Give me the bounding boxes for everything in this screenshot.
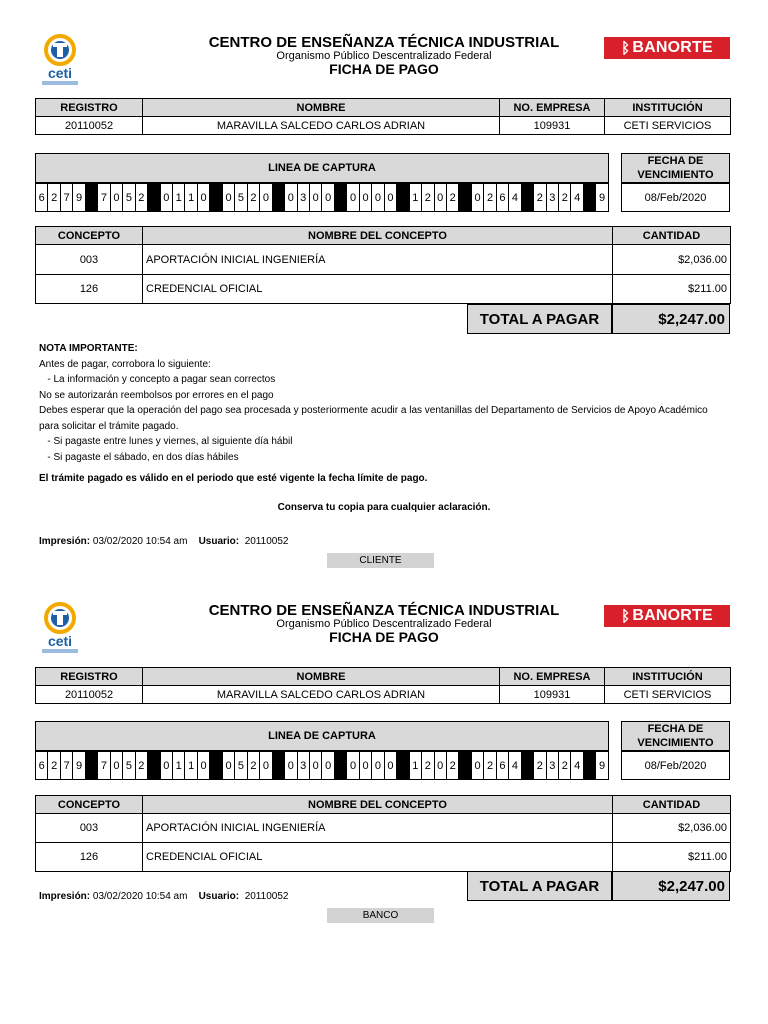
header-concepto: CONCEPTO — [36, 796, 143, 814]
empresa-value: 109931 — [500, 117, 605, 135]
student-info-table — [35, 98, 731, 135]
capture-digit: 0 — [223, 184, 235, 211]
capture-digit: 0 — [435, 184, 447, 211]
capture-digit: 0 — [310, 752, 322, 779]
banorte-logo — [604, 605, 730, 627]
capture-digit: 0 — [347, 184, 359, 211]
due-label-1: FECHA DE — [647, 723, 704, 735]
capture-digit: 0 — [111, 752, 123, 779]
capture-digit: 4 — [571, 752, 583, 779]
capture-digit: 3 — [298, 752, 310, 779]
header-institucion: INSTITUCIÓN — [605, 99, 731, 117]
notes-heading: NOTA IMPORTANTE: — [39, 343, 138, 354]
capture-separator — [522, 184, 534, 211]
table-header-row — [36, 668, 731, 686]
registro-value: 20110052 — [36, 117, 143, 135]
concept-amount: $211.00 — [613, 843, 731, 872]
capture-digit: 0 — [310, 184, 322, 211]
concept-name: APORTACIÓN INICIAL INGENIERÍA — [143, 245, 613, 275]
header-nombre-concepto: NOMBRE DEL CONCEPTO — [143, 796, 613, 814]
capture-digit: 2 — [447, 184, 459, 211]
header-registro: REGISTRO — [36, 99, 143, 117]
capture-digit: 9 — [73, 752, 85, 779]
capture-digit: 9 — [599, 191, 606, 204]
capture-digit: 2 — [422, 752, 434, 779]
user-value: 20110052 — [244, 536, 289, 547]
logo-text: ceti — [47, 65, 73, 81]
due-date-value: 08/Feb/2020 — [621, 751, 730, 780]
concepts-table — [35, 795, 731, 872]
capture-digit: 4 — [509, 184, 521, 211]
capture-line-title: LINEA DE CAPTURA — [35, 153, 609, 183]
table-header-row — [36, 99, 731, 117]
banorte-logo — [604, 37, 730, 59]
capture-digit: 2 — [136, 184, 148, 211]
print-info — [39, 891, 288, 902]
concept-code: 126 — [36, 843, 143, 872]
capture-digit: 2 — [248, 752, 260, 779]
bank-name: BANORTE — [632, 607, 713, 624]
capture-digit: 1 — [185, 752, 197, 779]
capture-line-title: LINEA DE CAPTURA — [35, 721, 609, 751]
copy-label-bank: BANCO — [327, 908, 434, 923]
capture-separator — [459, 184, 471, 211]
capture-digit: 2 — [484, 184, 496, 211]
due-date-header — [621, 721, 730, 751]
capture-digit: 0 — [472, 184, 484, 211]
nombre-value: MARAVILLA SALCEDO CARLOS ADRIAN — [143, 686, 500, 704]
table-row — [36, 843, 731, 872]
student-info-table — [35, 667, 731, 704]
table-header-row — [36, 796, 731, 814]
institution-subtitle: Organismo Público Descentralizado Federal — [276, 618, 492, 630]
concepts-table — [35, 226, 731, 304]
important-notes — [39, 341, 739, 465]
table-row — [36, 117, 731, 135]
capture-line-digits — [35, 751, 609, 780]
concept-name: CREDENCIAL OFICIAL — [143, 843, 613, 872]
capture-digit: 0 — [360, 752, 372, 779]
print-datetime: 03/02/2020 10:54 am — [92, 891, 188, 902]
capture-digit: 4 — [571, 184, 583, 211]
capture-digit: 0 — [111, 184, 123, 211]
capture-digit: 5 — [235, 752, 247, 779]
copy-label-client: CLIENTE — [327, 553, 434, 568]
capture-digit: 1 — [173, 752, 185, 779]
due-label-2: VENCIMIENTO — [637, 737, 714, 749]
capture-digit: 2 — [559, 752, 571, 779]
capture-digit: 5 — [123, 752, 135, 779]
capture-digit: 2 — [48, 752, 60, 779]
capture-digit: 0 — [198, 752, 210, 779]
capture-digit: 3 — [547, 184, 559, 211]
capture-separator — [148, 752, 160, 779]
ceti-logo-icon — [36, 602, 84, 654]
capture-digit: 6 — [497, 752, 509, 779]
capture-digit: 7 — [61, 752, 73, 779]
capture-digit: 6 — [36, 184, 48, 211]
capture-digit: 0 — [223, 752, 235, 779]
nombre-value: MARAVILLA SALCEDO CARLOS ADRIAN — [143, 117, 500, 135]
ceti-logo-icon — [36, 34, 84, 86]
due-date-header — [621, 153, 730, 183]
capture-separator — [397, 752, 409, 779]
table-row — [36, 814, 731, 843]
capture-separator — [459, 752, 471, 779]
capture-separator — [335, 752, 347, 779]
capture-digit: 0 — [472, 752, 484, 779]
print-label: Impresión: — [39, 536, 91, 547]
capture-separator — [584, 184, 596, 211]
capture-digit: 0 — [285, 752, 297, 779]
capture-digit: 6 — [36, 752, 48, 779]
capture-digit: 2 — [534, 184, 546, 211]
capture-digit: 9 — [599, 759, 606, 772]
capture-digit: 0 — [322, 752, 334, 779]
capture-digit: 3 — [547, 752, 559, 779]
capture-digit: 6 — [497, 184, 509, 211]
capture-digit: 5 — [123, 184, 135, 211]
note-line: No se autorizarán reembolsos por errores en el pago — [39, 389, 274, 401]
banorte-glyph-icon: ᛒ — [621, 607, 631, 625]
capture-digit: 2 — [422, 184, 434, 211]
concept-code: 003 — [36, 814, 143, 843]
capture-separator — [273, 752, 285, 779]
capture-separator — [397, 184, 409, 211]
header-concepto: CONCEPTO — [36, 227, 143, 245]
header-institucion: INSTITUCIÓN — [605, 668, 731, 686]
note-line: - Si pagaste entre lunes y viernes, al siguiente día hábil — [39, 436, 293, 447]
table-row — [36, 275, 731, 304]
capture-digit: 7 — [98, 752, 110, 779]
capture-digit: 2 — [559, 184, 571, 211]
document-title: FICHA DE PAGO — [329, 61, 439, 77]
institution-subtitle: Organismo Público Descentralizado Federal — [276, 50, 492, 62]
concept-name: CREDENCIAL OFICIAL — [143, 275, 613, 304]
capture-separator — [210, 184, 222, 211]
capture-separator — [210, 752, 222, 779]
capture-digit: 0 — [260, 752, 272, 779]
note-line: para solicitar el trámite pagado. — [39, 420, 179, 432]
total-value: $2,247.00 — [612, 871, 730, 901]
capture-digit: 2 — [136, 752, 148, 779]
note-line: Antes de pagar, corrobora lo siguiente: — [39, 358, 211, 370]
due-date-value: 08/Feb/2020 — [621, 183, 730, 212]
header-cantidad: CANTIDAD — [613, 227, 731, 245]
capture-separator — [522, 752, 534, 779]
total-label: TOTAL A PAGAR — [467, 304, 612, 334]
header-empresa: NO. EMPRESA — [500, 668, 605, 686]
user-label: Usuario: — [198, 891, 240, 902]
capture-digit: 0 — [360, 184, 372, 211]
capture-separator — [86, 752, 98, 779]
table-header-row — [36, 227, 731, 245]
empresa-value: 109931 — [500, 686, 605, 704]
capture-separator — [148, 184, 160, 211]
validity-note: El trámite pagado es válido en el periodo que esté vigente la fecha límite de pago. — [39, 473, 428, 484]
print-datetime: 03/02/2020 10:54 am — [92, 536, 188, 547]
capture-digit: 0 — [385, 752, 397, 779]
capture-digit: 2 — [48, 184, 60, 211]
capture-separator — [86, 184, 98, 211]
capture-digit: 0 — [198, 184, 210, 211]
capture-digit: 2 — [484, 752, 496, 779]
concept-code: 003 — [36, 245, 143, 275]
header-nombre-concepto: NOMBRE DEL CONCEPTO — [143, 227, 613, 245]
capture-digit: 0 — [347, 752, 359, 779]
capture-digit: 9 — [73, 184, 85, 211]
capture-digit: 0 — [435, 752, 447, 779]
capture-digit: 7 — [61, 184, 73, 211]
header-empresa: NO. EMPRESA — [500, 99, 605, 117]
capture-digit: 1 — [410, 184, 422, 211]
table-row — [36, 686, 731, 704]
institution-title: CENTRO DE ENSEÑANZA TÉCNICA INDUSTRIAL — [208, 34, 560, 51]
header-cantidad: CANTIDAD — [613, 796, 731, 814]
capture-separator — [335, 184, 347, 211]
capture-digit: 0 — [385, 184, 397, 211]
note-line: Debes esperar que la operación del pago sea procesada y posteriormente acudir a las ventanillas del Departamento de Servicios de Apoyo Académico — [39, 405, 708, 416]
capture-separator — [273, 184, 285, 211]
capture-digit: 0 — [285, 184, 297, 211]
note-line: - Si pagaste el sábado, en dos días hábiles — [39, 451, 239, 463]
user-label: Usuario: — [198, 536, 240, 547]
capture-digit: 0 — [372, 184, 384, 211]
capture-digit: 3 — [298, 184, 310, 211]
capture-digit: 0 — [322, 184, 334, 211]
print-info — [39, 536, 288, 547]
logo-text: ceti — [47, 633, 73, 649]
table-row — [36, 245, 731, 275]
document-title: FICHA DE PAGO — [329, 629, 439, 645]
capture-digit: 1 — [185, 184, 197, 211]
header-registro: REGISTRO — [36, 668, 143, 686]
concept-code: 126 — [36, 275, 143, 304]
print-label: Impresión: — [39, 891, 91, 902]
concept-name: APORTACIÓN INICIAL INGENIERÍA — [143, 814, 613, 843]
institucion-value: CETI SERVICIOS — [605, 117, 731, 135]
capture-digit: 7 — [98, 184, 110, 211]
keep-copy-note: Conserva tu copia para cualquier aclaración. — [277, 502, 491, 513]
capture-digit: 2 — [534, 752, 546, 779]
institution-title: CENTRO DE ENSEÑANZA TÉCNICA INDUSTRIAL — [208, 602, 560, 619]
capture-digit: 0 — [372, 752, 384, 779]
concept-amount: $211.00 — [613, 275, 731, 304]
capture-digit: 1 — [410, 752, 422, 779]
total-label: TOTAL A PAGAR — [467, 871, 612, 901]
institucion-value: CETI SERVICIOS — [605, 686, 731, 704]
capture-digit: 0 — [161, 752, 173, 779]
banorte-glyph-icon: ᛒ — [621, 39, 631, 57]
capture-digit: 5 — [235, 184, 247, 211]
user-value: 20110052 — [244, 891, 289, 902]
note-line: - La información y concepto a pagar sean correctos — [39, 374, 276, 385]
capture-digit: 1 — [173, 184, 185, 211]
capture-digit: 0 — [161, 184, 173, 211]
total-value: $2,247.00 — [612, 304, 730, 334]
capture-digit: 0 — [260, 184, 272, 211]
due-label-1: FECHA DE — [647, 155, 704, 167]
capture-separator — [584, 752, 596, 779]
header-nombre: NOMBRE — [143, 668, 500, 686]
capture-digit: 2 — [248, 184, 260, 211]
registro-value: 20110052 — [36, 686, 143, 704]
concept-amount: $2,036.00 — [613, 245, 731, 275]
header-nombre: NOMBRE — [143, 99, 500, 117]
capture-line-digits — [35, 183, 609, 212]
due-label-2: VENCIMIENTO — [637, 169, 714, 181]
capture-digit: 2 — [447, 752, 459, 779]
capture-digit: 4 — [509, 752, 521, 779]
concept-amount: $2,036.00 — [613, 814, 731, 843]
bank-name: BANORTE — [632, 39, 713, 56]
